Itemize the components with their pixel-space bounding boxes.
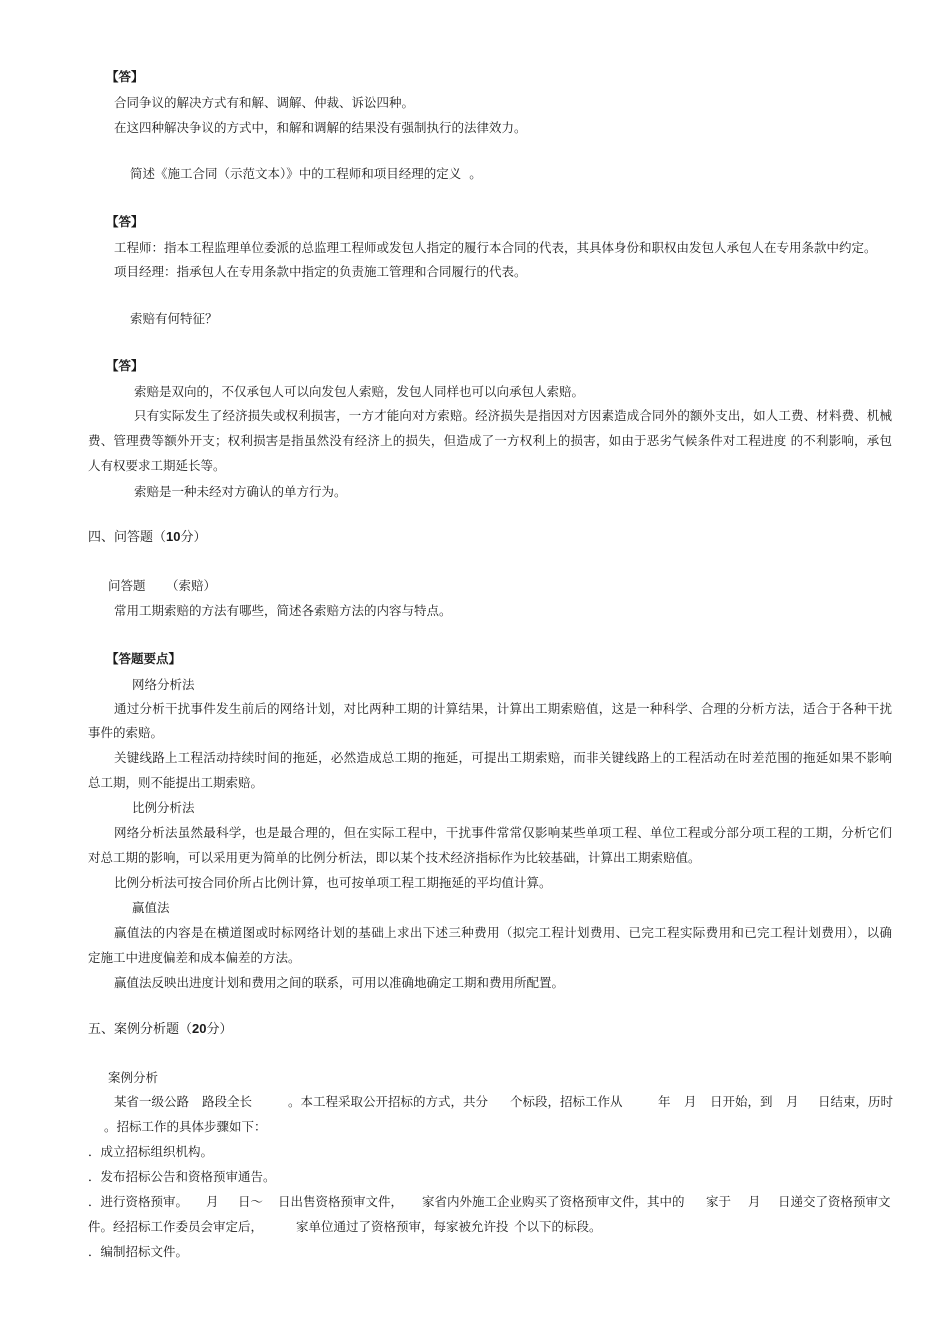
paragraph-line: 赢值法反映出进度计划和费用之间的联系，可用以准确地确定工期和费用所配置。 — [114, 975, 565, 990]
question-label: 问答题 — [108, 578, 146, 593]
case-text-fragment: 个以下的标段。 — [514, 1219, 602, 1234]
case-step: ．成立招标组织机构。 — [88, 1144, 214, 1159]
paragraph-line: 费、管理费等额外开支；权利损害是指虽然没有经济上的损失，但造成了一方权利上的损害，如由于恶劣气候条件对工程进度 的不利影响，承包 — [88, 433, 892, 448]
method-title: 赢值法 — [132, 900, 170, 915]
paragraph-line: 通过分析干扰事件发生前后的网络计划，对比两种工期的计算结果，计算出工期索赔值，这是一种科学、合理的分析方法，适合于各种干扰 — [114, 701, 892, 716]
case-text-fragment: 个标段，招标工作从 — [510, 1094, 623, 1109]
case-text-fragment: 月 — [684, 1094, 697, 1109]
paragraph-line: 人有权要求工期延长等。 — [88, 458, 226, 473]
case-text-fragment: 路段全长 — [202, 1094, 253, 1109]
case-text-fragment: 家单位通过了资格预审，每家被允许投 — [296, 1219, 509, 1234]
case-text-fragment: 某省一级公路 — [114, 1094, 190, 1109]
question-text: 索赔有何特征？ — [130, 311, 218, 326]
answer-points-label: 【答题要点】 — [106, 651, 182, 666]
paragraph-line: 事件的索赔。 — [88, 725, 164, 740]
case-text-fragment: 家省内外施工企业购买了资格预审文件，其中的 — [422, 1194, 685, 1209]
paragraph-line: 项目经理：指承包人在专用条款中指定的负责施工管理和合同履行的代表。 — [114, 264, 527, 279]
section-score: 10 — [166, 529, 181, 544]
case-text-fragment: 月 — [748, 1194, 761, 1209]
case-label: 案例分析 — [108, 1070, 159, 1085]
case-step: ．进行资格预审。 — [88, 1194, 189, 1209]
case-text-fragment: 日～ — [238, 1194, 264, 1209]
section-score: 20 — [192, 1021, 207, 1036]
case-text-fragment: 月 — [786, 1094, 799, 1109]
answer-label: 【答】 — [106, 358, 144, 373]
paragraph-line: 在这四种解决争议的方式中，和解和调解的结果没有强制执行的法律效力。 — [114, 120, 527, 135]
paragraph-line: 赢值法的内容是在横道图或时标网络计划的基础上求出下述三种费用（拟完工程计划费用、已完工程实际费用和已完工程计划费用），以确 — [114, 925, 892, 940]
paragraph-line: 索赔是双向的，不仅承包人可以向发包人索赔，发包人同样也可以向承包人索赔。 — [134, 384, 585, 399]
case-text-fragment: 日出售资格预审文件， — [278, 1194, 404, 1209]
answer-label: 【答】 — [106, 214, 144, 229]
paragraph-line: 比例分析法可按合同价所占比例计算，也可按单项工程工期拖延的平均值计算。 — [114, 875, 552, 890]
question-text: 常用工期索赔的方法有哪些，简述各索赔方法的内容与特点。 — [114, 603, 452, 618]
paragraph-line: 合同争议的解决方式有和解、调解、仲裁、诉讼四种。 — [114, 95, 415, 110]
case-text-fragment: 日开始，到 — [710, 1094, 773, 1109]
paragraph-line: 只有实际发生了经济损失或权利损害，一方才能向对方索赔。经济损失是指因对方因素造成合同外的额外支出，如人工费、材料费、机械 — [134, 408, 892, 423]
paragraph-line: 网络分析法虽然最科学，也是最合理的，但在实际工程中，干扰事件常常仅影响某些单项工程、单位工程或分部分项工程的工期，分析它们 — [114, 825, 892, 840]
section-heading-4: 四、问答题（10分） — [88, 529, 207, 545]
answer-label: 【答】 — [106, 69, 144, 84]
method-title: 网络分析法 — [132, 677, 195, 692]
case-text-fragment: 件。经招标工作委员会审定后， — [88, 1219, 264, 1234]
question-text: 简述《施工合同（示范文本）》中的工程师和项目经理的定义 。 — [130, 166, 482, 181]
paragraph-line: 工程师：指本工程监理单位委派的总监理工程师或发包人指定的履行本合同的代表，其具体身份和职权由发包人承包人在专用条款中约定。 — [114, 240, 877, 255]
paragraph-line: 关键线路上工程活动持续时间的拖延，必然造成总工期的拖延，可提出工期索赔，而非关键线路上的工程活动在时差范围的拖延如果不影响 — [114, 750, 892, 765]
case-step: ．发布招标公告和资格预审通告。 — [88, 1169, 276, 1184]
section-heading-5: 五、案例分析题（20分） — [88, 1021, 233, 1037]
case-text-fragment: 家于 — [706, 1194, 732, 1209]
question-tag: （索赔） — [166, 578, 217, 593]
paragraph-line: 索赔是一种未经对方确认的单方行为。 — [134, 484, 347, 499]
paragraph-line: 对总工期的影响，可以采用更为简单的比例分析法，即以某个技术经济指标作为比较基础，计算出工期索赔值。 — [88, 850, 701, 865]
case-text-fragment: 。本工程采取公开招标的方式，共分 — [288, 1094, 489, 1109]
paragraph-line: 总工期，则不能提出工期索赔。 — [88, 775, 264, 790]
case-text-fragment: 月 — [206, 1194, 219, 1209]
case-text-fragment: 。招标工作的具体步骤如下： — [104, 1119, 267, 1134]
case-step: ．编制招标文件。 — [88, 1244, 189, 1259]
paragraph-line: 定施工中进度偏差和成本偏差的方法。 — [88, 950, 301, 965]
method-title: 比例分析法 — [132, 800, 195, 815]
case-text-fragment: 日递交了资格预审文 — [778, 1194, 891, 1209]
case-text-fragment: 年 — [658, 1094, 671, 1109]
case-text-fragment: 日结束，历时 — [818, 1094, 894, 1109]
